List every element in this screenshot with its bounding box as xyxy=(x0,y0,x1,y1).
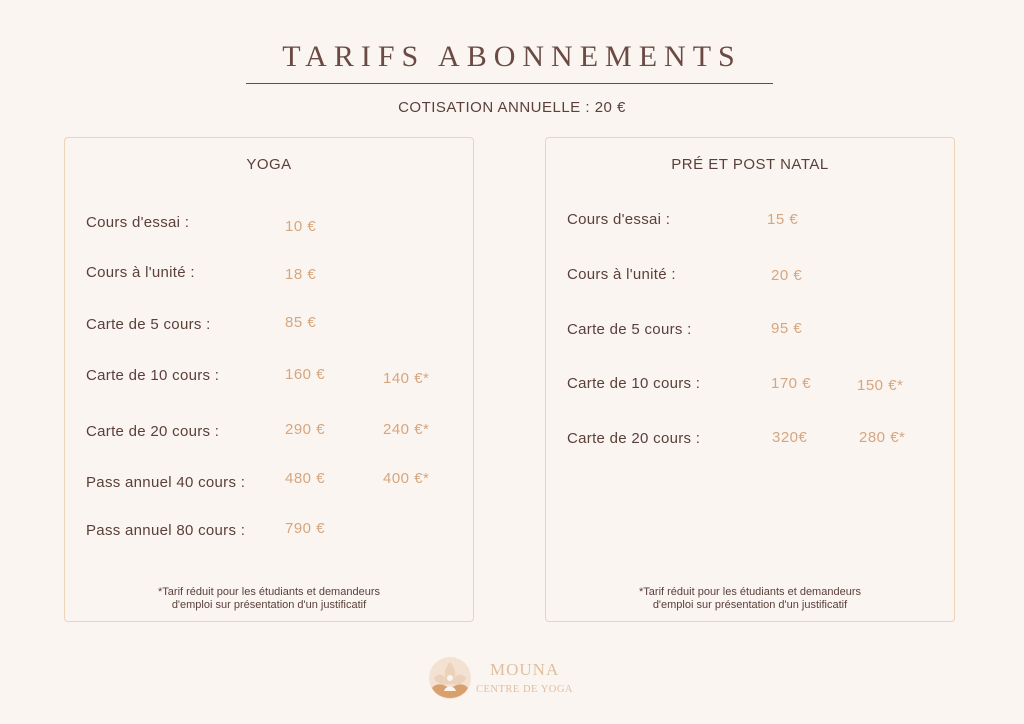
note-line: *Tarif réduit pour les étudiants et demandeurs xyxy=(639,586,861,598)
row-reduced-price: 400 €* xyxy=(383,470,430,487)
row-label: Carte de 10 cours : xyxy=(86,367,220,384)
row-label: Carte de 20 cours : xyxy=(567,430,701,447)
row-reduced-price: 280 €* xyxy=(859,429,906,446)
brand-name: MOUNA xyxy=(490,660,560,679)
row-price: 20 € xyxy=(771,267,803,284)
price-row xyxy=(65,316,473,340)
note-line: *Tarif réduit pour les étudiants et demandeurs xyxy=(158,586,380,598)
row-price: 160 € xyxy=(285,366,326,383)
row-label: Cours à l'unité : xyxy=(86,264,195,281)
card-title: YOGA xyxy=(246,156,292,173)
price-row xyxy=(65,522,473,546)
row-reduced-price: 140 €* xyxy=(383,370,430,387)
prenatal-pricing-card xyxy=(545,137,955,622)
row-label: Carte de 20 cours : xyxy=(86,423,220,440)
row-price: 170 € xyxy=(771,375,812,392)
price-row xyxy=(65,423,473,447)
row-label: Pass annuel 80 cours : xyxy=(86,522,246,539)
row-price: 10 € xyxy=(285,218,317,235)
reduced-rate-note xyxy=(546,586,954,612)
row-reduced-price: 150 €* xyxy=(857,377,904,394)
price-row xyxy=(546,375,954,399)
lotus-meditation-icon xyxy=(428,656,472,700)
price-row xyxy=(65,367,473,391)
row-price: 790 € xyxy=(285,520,326,537)
price-row xyxy=(65,264,473,288)
row-label: Pass annuel 40 cours : xyxy=(86,474,246,491)
card-title: PRÉ ET POST NATAL xyxy=(671,156,829,173)
row-price: 290 € xyxy=(285,421,326,438)
row-label: Carte de 5 cours : xyxy=(86,316,211,333)
row-price: 320€ xyxy=(772,429,808,446)
price-row xyxy=(546,266,954,290)
row-price: 95 € xyxy=(771,320,803,337)
row-label: Cours d'essai : xyxy=(86,214,190,231)
row-label: Carte de 5 cours : xyxy=(567,321,692,338)
price-row xyxy=(65,214,473,238)
row-label: Cours d'essai : xyxy=(567,211,671,228)
note-line: d'emploi sur présentation d'un justificatif xyxy=(171,599,367,611)
row-label: Cours à l'unité : xyxy=(567,266,676,283)
price-row xyxy=(546,321,954,345)
title-divider xyxy=(246,83,773,84)
yoga-pricing-card xyxy=(64,137,474,622)
reduced-rate-note xyxy=(65,586,473,612)
page-title: TARIFS ABONNEMENTS xyxy=(282,40,742,73)
price-row xyxy=(65,470,473,498)
row-price: 18 € xyxy=(285,266,317,283)
row-label: Carte de 10 cours : xyxy=(567,375,701,392)
price-row xyxy=(546,211,954,235)
brand-subtitle: CENTRE DE YOGA xyxy=(476,684,574,695)
row-reduced-price: 240 €* xyxy=(383,421,430,438)
row-price: 480 € xyxy=(285,470,326,487)
note-line: d'emploi sur présentation d'un justificatif xyxy=(652,599,848,611)
row-price: 85 € xyxy=(285,314,317,331)
price-row xyxy=(546,430,954,454)
row-price: 15 € xyxy=(767,211,799,228)
annual-fee: COTISATION ANNUELLE : 20 € xyxy=(398,99,626,116)
